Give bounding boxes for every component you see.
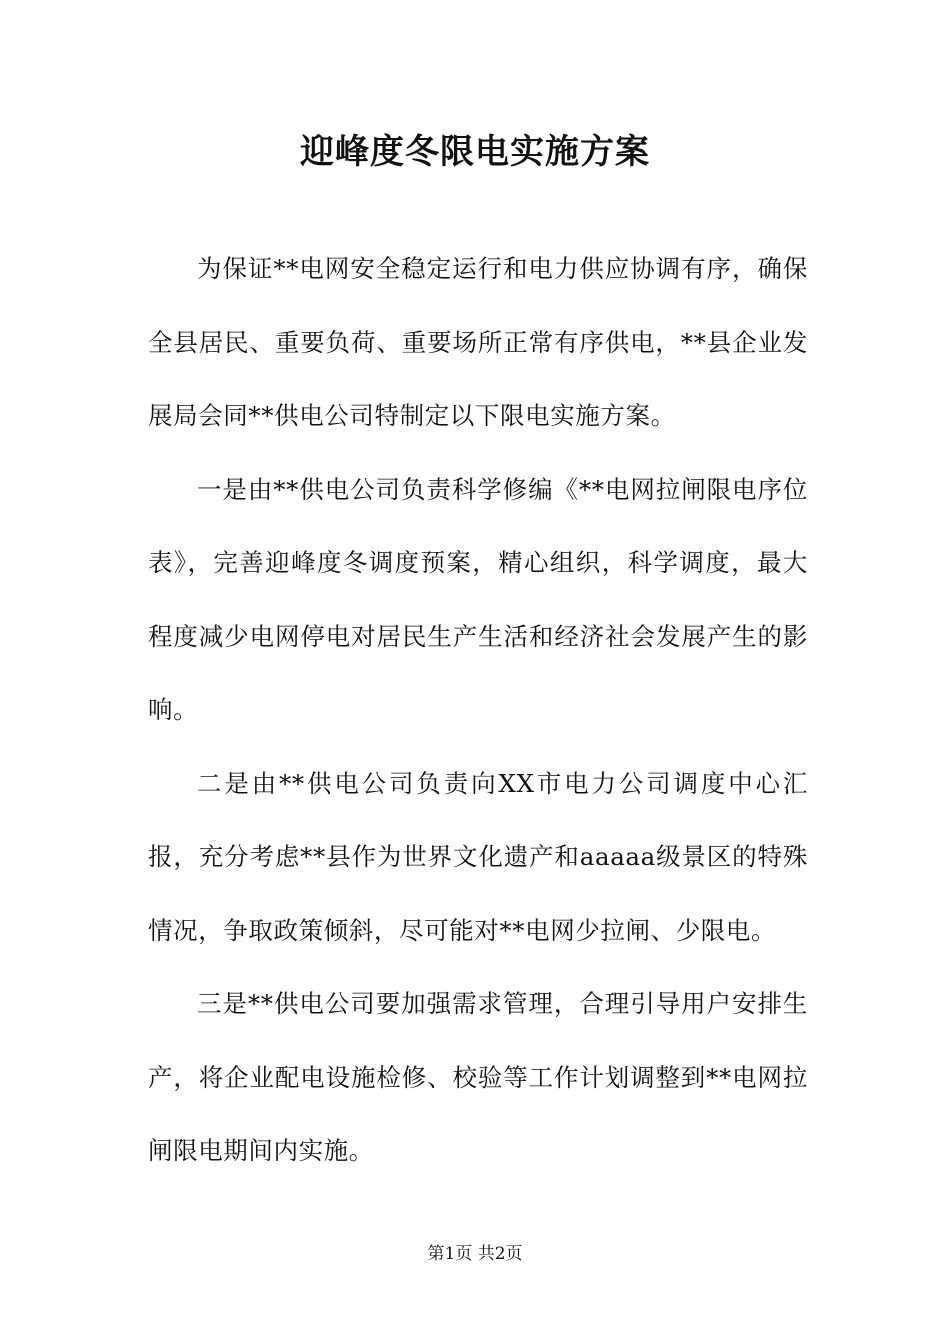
document-body (148, 232, 808, 1188)
paragraph-item-2: 二是由**供电公司负责向XX市电力公司调度中心汇报，充分考虑**县作为世界文化遗产和aaaaa级景区的特殊情况，争取政策倾斜，尽可能对**电网少拉闸、少限电。 (148, 768, 808, 945)
paragraph-item-3: 三是**供电公司要加强需求管理，合理引导用户安排生产，将企业配电设施检修、校验等工作计划调整到**电网拉闸限电期间内实施。 (148, 989, 808, 1165)
paragraph-item-1: 一是由**供电公司负责科学修编《**电网拉闸限电序位表》，完善迎峰度冬调度预案，精心组织，科学调度，最大程度减少电网停电对居民生产生活和经济社会发展产生的影响。 (148, 474, 808, 724)
paragraph-intro: 为保证**电网安全稳定运行和电力供应协调有序，确保全县居民、重要负荷、重要场所正常有序供电，**县企业发展局会同**供电公司特制定以下限电实施方案。 (148, 254, 808, 430)
page-number-footer: 第1页 共2页 (427, 1244, 523, 1264)
document-title: 迎峰度冬限电实施方案 (300, 132, 650, 172)
